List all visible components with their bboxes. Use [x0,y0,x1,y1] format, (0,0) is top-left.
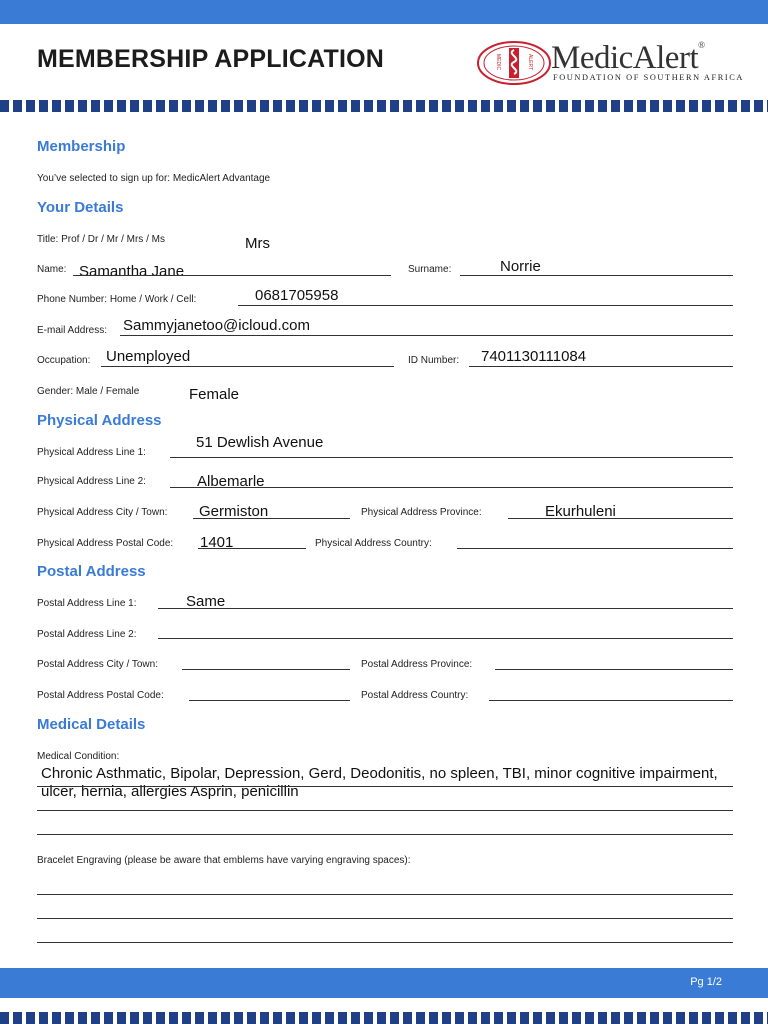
physical-city-line [193,518,350,519]
postal-line1-line [158,608,733,609]
physical-address-heading: Physical Address [37,412,162,429]
medical-condition-line-2 [37,810,733,811]
postal-country-line [489,700,733,701]
occupation-label: Occupation: [37,355,91,366]
medicalert-emblem-icon [476,40,552,86]
membership-heading: Membership [37,138,126,155]
footer-bar [0,968,768,998]
email-label: E-mail Address: [37,325,108,336]
header-dash-band [0,100,768,112]
physical-province-line [508,518,733,519]
physical-line2-label: Physical Address Line 2: [37,476,146,487]
physical-province-label: Physical Address Province: [361,507,482,518]
name-line [73,275,391,276]
engraving-line-2[interactable] [37,918,733,919]
logo-subtitle: FOUNDATION OF SOUTHERN AFRICA [553,73,744,82]
physical-postal-code-line [198,548,306,549]
physical-line2-line [170,487,733,488]
postal-line2-line [158,638,733,639]
email-line [120,335,733,336]
postal-line1-label: Postal Address Line 1: [37,598,137,609]
postal-country-label: Postal Address Country: [361,690,469,701]
phone-label: Phone Number: Home / Work / Cell: [37,294,197,305]
physical-country-label: Physical Address Country: [315,538,432,549]
surname-label: Surname: [408,264,452,275]
physical-country-line [457,548,733,549]
id-number-line [469,366,733,367]
gender-label: Gender: Male / Female [37,386,140,397]
postal-postal-code-line [189,700,350,701]
postal-postal-code-label: Postal Address Postal Code: [37,690,164,701]
logo-name: MedicAlert [551,40,699,76]
medical-condition-line-1 [37,786,733,787]
phone-line [238,305,733,306]
postal-province-line [495,669,733,670]
membership-text: You’ve selected to sign up for: MedicAlert Advantage [37,173,271,184]
emblem-alert-text: ALERT [527,54,533,71]
postal-line1-value[interactable]: Same [186,593,226,610]
medical-condition-label: Medical Condition: [37,751,120,762]
email-value[interactable]: Sammyjanetoo@icloud.com [123,317,310,334]
page-title: MEMBERSHIP APPLICATION [37,45,385,73]
postal-city-line [182,669,350,670]
occupation-value[interactable]: Unemployed [106,348,191,365]
postal-address-heading: Postal Address [37,563,146,580]
phone-value[interactable]: 0681705958 [255,287,339,304]
name-label: Name: [37,264,67,275]
physical-province-value[interactable]: Ekurhuleni [545,503,616,520]
surname-line [460,275,733,276]
medicalert-logo [476,40,746,88]
bracelet-engraving-label: Bracelet Engraving (please be aware that emblems have varying engraving spaces): [37,855,411,866]
id-number-value[interactable]: 7401130111084 [481,348,587,365]
top-accent-bar [0,0,768,24]
occupation-line [101,366,394,367]
engraving-line-3[interactable] [37,942,733,943]
medical-details-heading: Medical Details [37,716,146,733]
page-number: Pg 1/2 [690,976,722,988]
postal-line2-label: Postal Address Line 2: [37,629,137,640]
your-details-heading: Your Details [37,199,124,216]
physical-line1-label: Physical Address Line 1: [37,447,146,458]
medical-condition-value[interactable]: Chronic Asthmatic, Bipolar, Depression, Gerd, Deodonitis, no spleen, TBI, minor cognitive impairment, ulcer, hernia, allergies Asprin, penicillin [41,765,718,800]
postal-city-label: Postal Address City / Town: [37,659,158,670]
physical-line2-value[interactable]: Albemarle [197,473,265,490]
physical-city-value[interactable]: Germiston [199,503,269,520]
id-number-label: ID Number: [408,355,460,366]
physical-postal-code-label: Physical Address Postal Code: [37,538,174,549]
name-value[interactable]: Samantha Jane [79,263,185,280]
engraving-line-1[interactable] [37,894,733,895]
title-label: Title: Prof / Dr / Mr / Mrs / Ms [37,234,165,245]
title-value[interactable]: Mrs [245,235,270,252]
footer-dash-band [0,1012,768,1024]
surname-value[interactable]: Norrie [500,258,541,275]
logo-registered-mark: ® [698,40,705,50]
physical-line1-value[interactable]: 51 Dewlish Avenue [196,434,324,451]
physical-city-label: Physical Address City / Town: [37,507,168,518]
medical-condition-line-3 [37,834,733,835]
gender-value[interactable]: Female [189,386,240,403]
physical-postal-code-value[interactable]: 1401 [200,534,234,551]
physical-line1-line [170,457,733,458]
postal-province-label: Postal Address Province: [361,659,473,670]
emblem-medic-text: MEDIC [495,54,501,71]
